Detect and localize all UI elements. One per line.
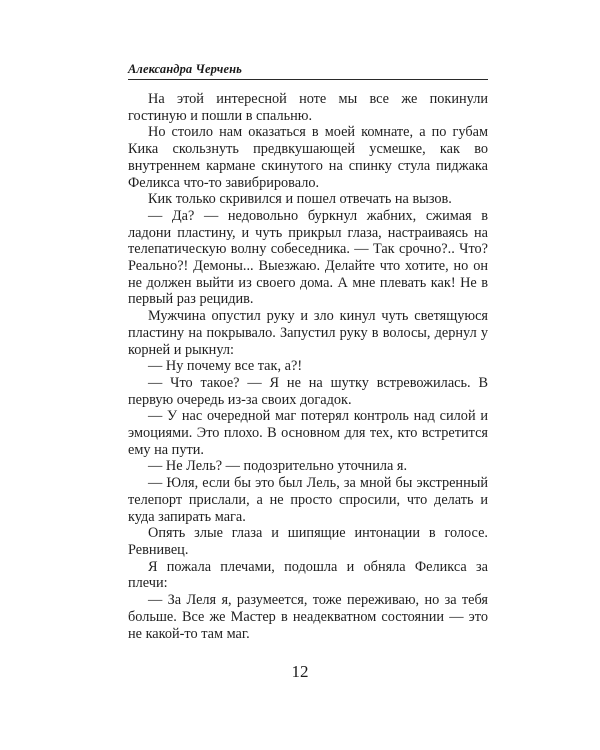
header-rule xyxy=(128,79,488,80)
paragraph: На этой интересной ноте мы все же покинули гостиную и пошли в спальню. xyxy=(128,91,488,124)
paragraph: Но стоило нам оказаться в моей комнате, а по губам Кика скользнуть предвкушающей усмешке, как во внутреннем кармане скинутого на спинку стула пиджака Феликса что-то завибрировало. xyxy=(128,124,488,191)
paragraph: — Юля, если бы это был Лель, за мной бы экстренный телепорт прислали, а не просто спросили, что делать и куда запирать мага. xyxy=(128,475,488,525)
paragraph: Мужчина опустил руку и зло кинул чуть светящуюся пластину на покрывало. Запустил руку в волосы, дернул у корней и рыкнул: xyxy=(128,308,488,358)
paragraph: — Ну почему все так, а?! xyxy=(148,358,303,375)
paragraph: — Что такое? — Я не на шутку встревожилась. В первую очередь из-за своих догадок. xyxy=(128,374,488,408)
paragraph: Опять злые глаза и шипящие интонации в голосе. Ревнивец. xyxy=(128,525,488,558)
paragraph: — Да? — недовольно буркнул жабних, сжимая в ладони пластину, и чуть прикрыл глаза, настраиваясь на телепатическую волну собеседника. — Так срочно?.. Что? Реально?! Демоны... Выезжаю. Делайте что хотите, но он не должен выйти из своего дома. А мне плевать как! Не в первый раз рецидив. xyxy=(128,207,488,308)
paragraph: — У нас очередной маг потерял контроль над силой и эмоциями. Это плохо. В основном для тех, кто встретится ему на пути. xyxy=(128,408,488,458)
text-body xyxy=(128,91,488,642)
paragraph: — Не Лель? — подозрительно уточнила я. xyxy=(148,458,408,475)
page-number: 12 xyxy=(291,662,309,681)
running-head: Александра Черчень xyxy=(128,62,242,76)
paragraph: Кик только скривился и пошел отвечать на вызов. xyxy=(148,191,452,208)
paragraph: — За Леля я, разумеется, тоже переживаю, но за тебя больше. Все же Мастер в неадекватном состоянии — это не какой-то там маг. xyxy=(128,592,488,642)
paragraph: Я пожала плечами, подошла и обняла Феликса за плечи: xyxy=(128,558,488,592)
